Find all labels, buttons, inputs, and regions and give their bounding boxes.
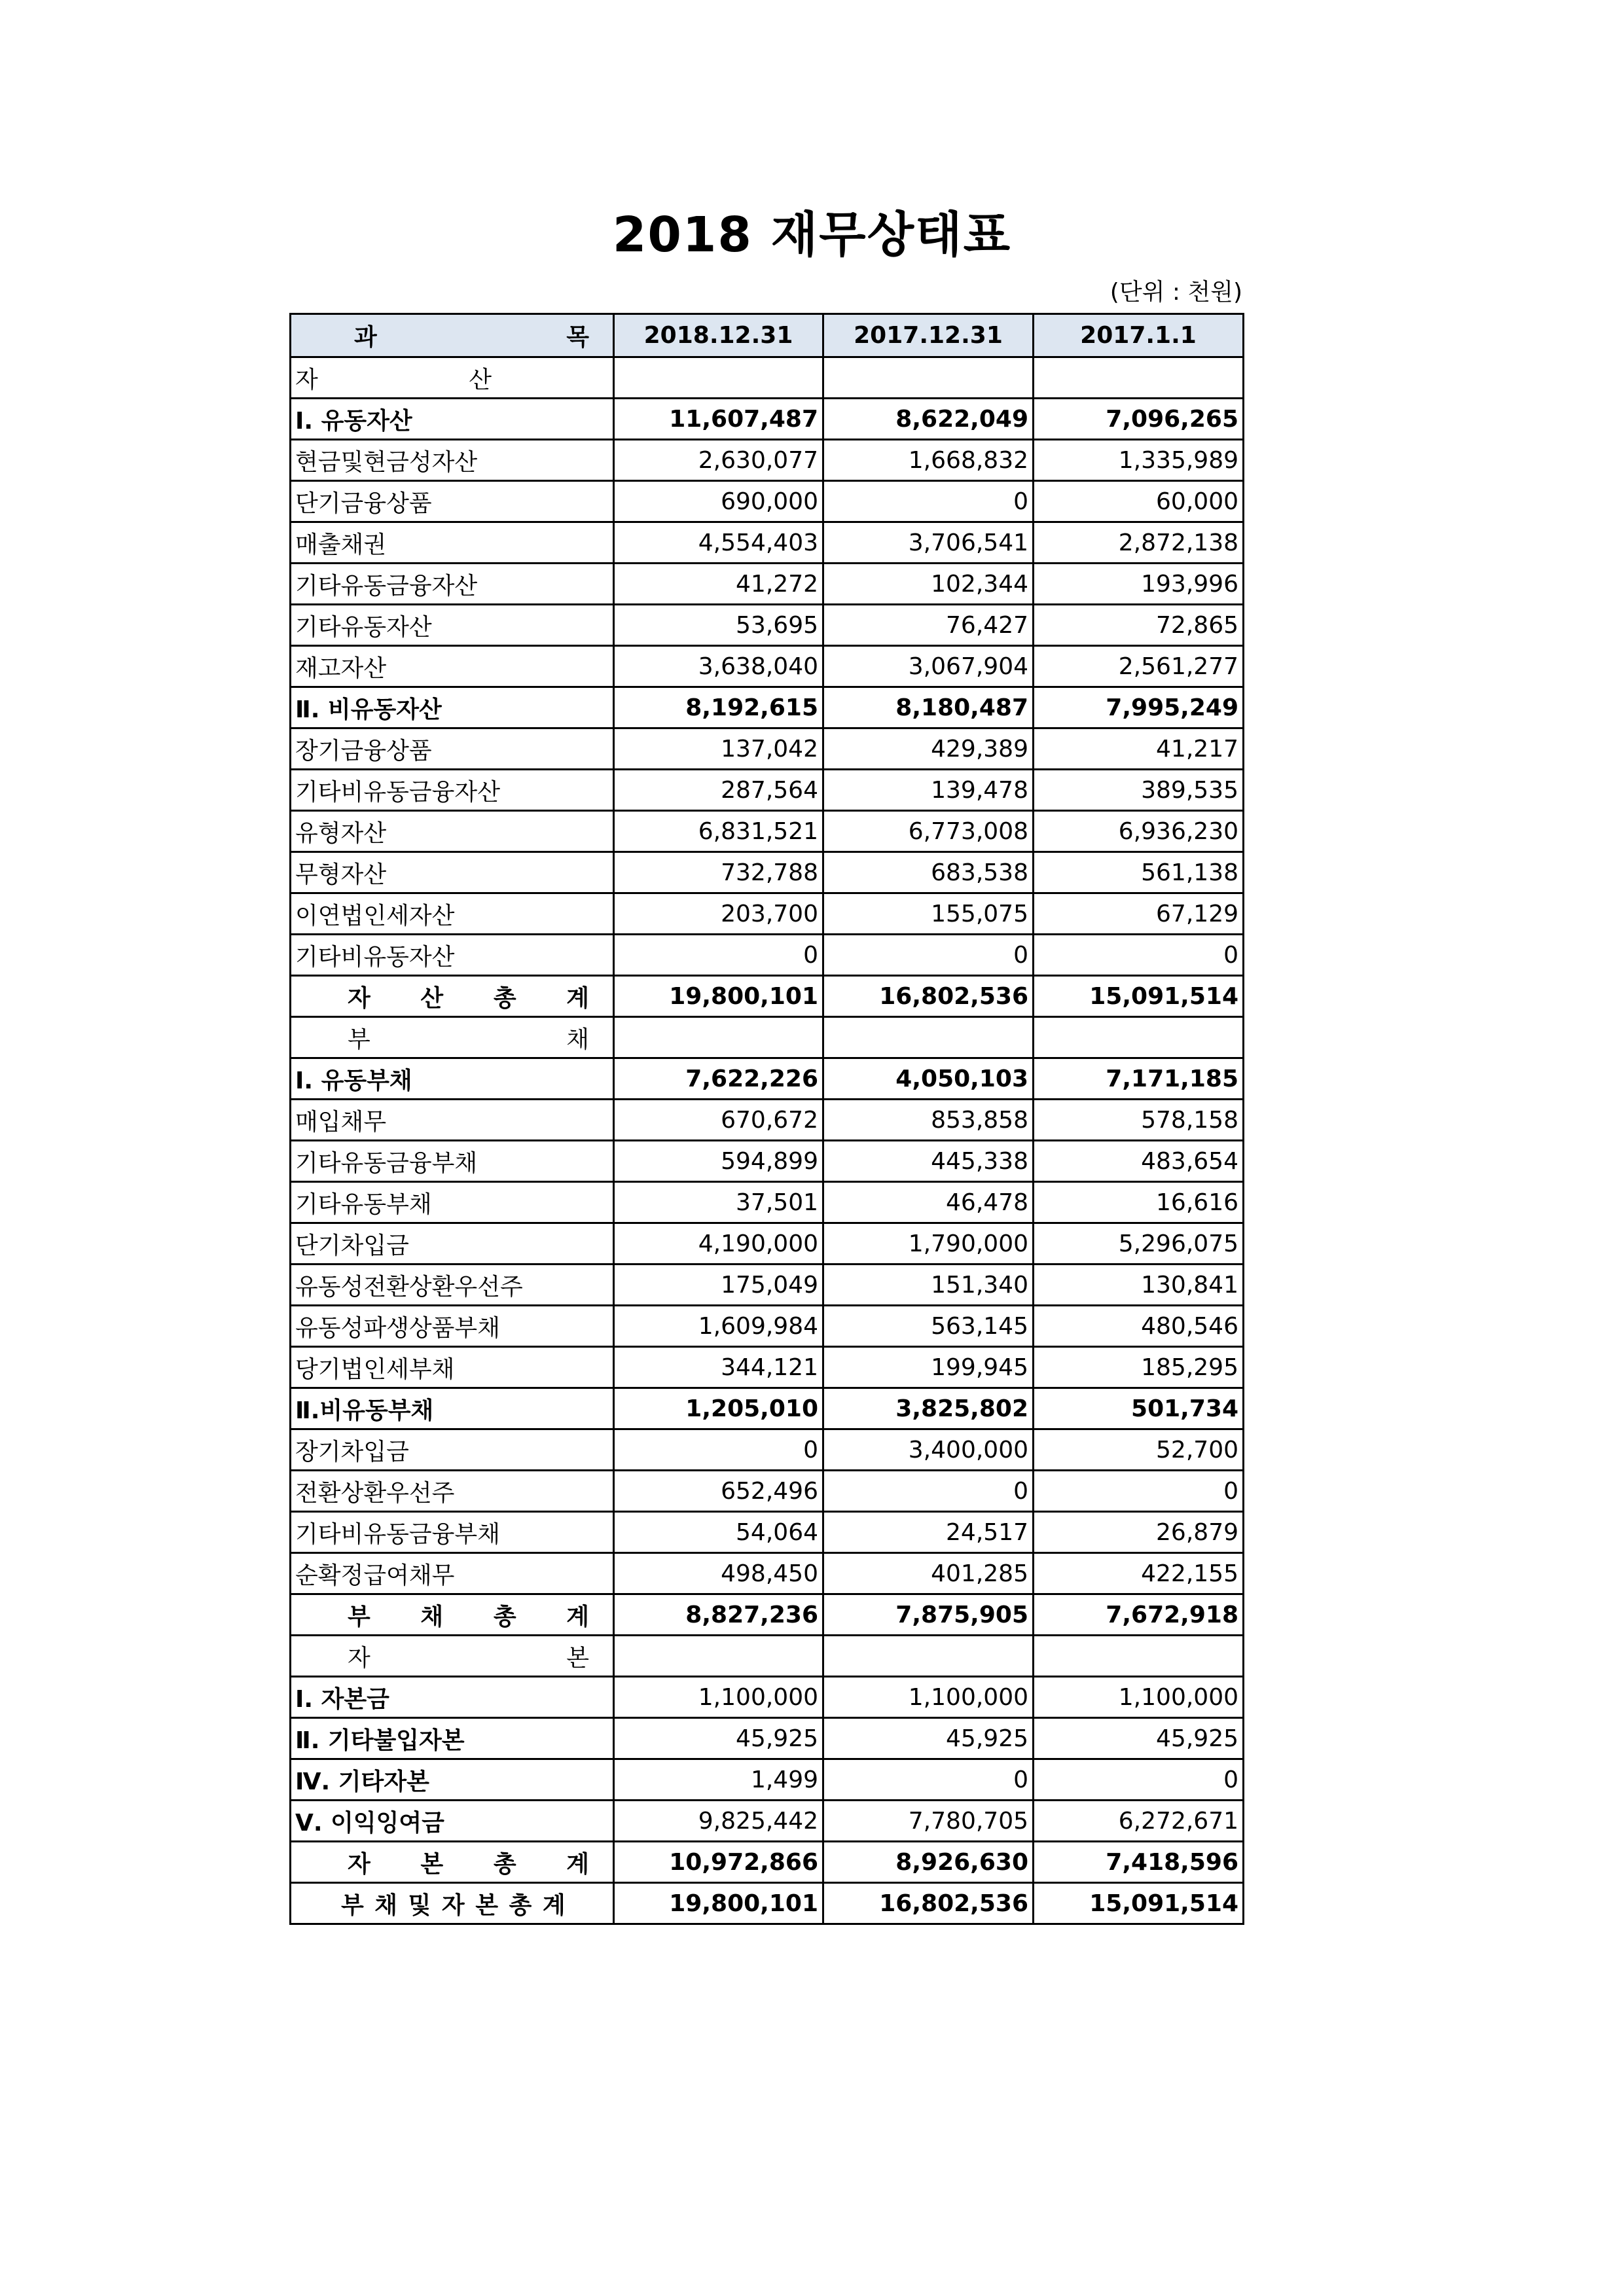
row-label [291,1842,614,1883]
row-label [291,481,614,522]
value-2018-12-31: 344,121 [614,1347,823,1388]
value-2017-1-1: 1,100,000 [1034,1677,1244,1718]
value-2017-1-1: 0 [1034,1471,1244,1512]
value-2017-1-1: 7,418,596 [1034,1842,1244,1883]
value-2017-1-1: 193,996 [1034,564,1244,605]
value-2017-12-31: 683,538 [823,852,1034,893]
row-label-text: 기타유동금융부채 [295,1149,478,1177]
row-label-text: 자 산 [295,366,492,393]
value-2017-12-31 [823,1636,1034,1677]
table-row [291,1141,1244,1182]
row-label [291,440,614,481]
value-2018-12-31: 9,825,442 [614,1801,823,1842]
value-2017-1-1: 389,535 [1034,770,1244,811]
value-2017-12-31 [823,1017,1034,1058]
table-row [291,440,1244,481]
row-label-text: 유동성파생상품부채 [295,1314,500,1342]
row-label [291,1347,614,1388]
value-2017-1-1: 0 [1034,1759,1244,1801]
value-2017-12-31: 45,925 [823,1718,1034,1759]
row-label [291,728,614,770]
value-2018-12-31: 3,638,040 [614,646,823,687]
table-row [291,1512,1244,1553]
table-row [291,1883,1244,1924]
table-row [291,1017,1244,1058]
value-2018-12-31 [614,1017,823,1058]
value-2017-12-31: 16,802,536 [823,1883,1034,1924]
row-label-text: 기타비유동금융자산 [295,778,500,806]
value-2017-1-1: 185,295 [1034,1347,1244,1388]
header-2018-12-31: 2018.12.31 [614,314,823,357]
row-label-text: Ⅱ.비유동부채 [295,1397,434,1424]
value-2018-12-31: 1,609,984 [614,1306,823,1347]
value-2017-1-1: 15,091,514 [1034,1883,1244,1924]
table-row [291,1553,1244,1594]
value-2018-12-31: 594,899 [614,1141,823,1182]
value-2017-1-1: 6,272,671 [1034,1801,1244,1842]
table-row [291,646,1244,687]
value-2017-1-1: 60,000 [1034,481,1244,522]
row-label-text: Ⅰ. 유동자산 [295,407,412,435]
value-2018-12-31: 41,272 [614,564,823,605]
table-row [291,1100,1244,1141]
value-2018-12-31: 4,554,403 [614,522,823,564]
value-2017-1-1: 72,865 [1034,605,1244,646]
table-row [291,564,1244,605]
value-2018-12-31: 11,607,487 [614,399,823,440]
value-2018-12-31: 203,700 [614,893,823,935]
value-2017-1-1: 501,734 [1034,1388,1244,1429]
value-2018-12-31: 6,831,521 [614,811,823,852]
row-label [291,1100,614,1141]
value-2018-12-31: 1,499 [614,1759,823,1801]
value-2017-1-1: 7,171,185 [1034,1058,1244,1100]
row-label [291,893,614,935]
value-2018-12-31: 4,190,000 [614,1223,823,1265]
table-row [291,1182,1244,1223]
row-label [291,1636,614,1677]
row-label [291,1759,614,1801]
row-label-text: 장기차입금 [295,1438,409,1465]
row-label-text: Ⅱ. 기타불입자본 [295,1727,465,1754]
row-label-text: 당기법인세부채 [295,1355,455,1383]
table-row [291,687,1244,728]
value-2017-12-31: 0 [823,1471,1034,1512]
value-2017-1-1: 0 [1034,935,1244,976]
header-account: 과 목 [291,314,614,357]
value-2018-12-31: 1,100,000 [614,1677,823,1718]
table-row [291,770,1244,811]
value-2018-12-31: 498,450 [614,1553,823,1594]
row-label-text: Ⅳ. 기타자본 [295,1768,429,1795]
value-2017-12-31: 429,389 [823,728,1034,770]
table-row [291,1594,1244,1636]
row-label [291,1471,614,1512]
row-label [291,1594,614,1636]
row-label-text: 매입채무 [295,1108,387,1136]
table-row [291,1759,1244,1801]
value-2017-12-31: 139,478 [823,770,1034,811]
row-label-text: 기타비유동금융부채 [295,1520,500,1548]
value-2017-12-31: 7,780,705 [823,1801,1034,1842]
row-label-text: 단기차입금 [295,1232,409,1259]
value-2018-12-31: 45,925 [614,1718,823,1759]
row-label-text: 부 채 [348,1026,589,1053]
table-row [291,1223,1244,1265]
balance-sheet-table [289,313,1244,1925]
value-2017-1-1: 578,158 [1034,1100,1244,1141]
row-label [291,357,614,399]
value-2017-12-31: 445,338 [823,1141,1034,1182]
value-2018-12-31: 54,064 [614,1512,823,1553]
value-2017-12-31: 7,875,905 [823,1594,1034,1636]
row-label [291,399,614,440]
value-2018-12-31: 7,622,226 [614,1058,823,1100]
value-2018-12-31 [614,357,823,399]
row-label [291,1388,614,1429]
row-label-text: 자 산 총 계 [348,984,589,1012]
row-label [291,1883,614,1924]
value-2017-1-1: 41,217 [1034,728,1244,770]
value-2017-12-31: 199,945 [823,1347,1034,1388]
table-row [291,399,1244,440]
row-label [291,1182,614,1223]
table-row [291,811,1244,852]
row-label [291,564,614,605]
table-row [291,605,1244,646]
value-2018-12-31: 690,000 [614,481,823,522]
value-2017-1-1: 561,138 [1034,852,1244,893]
value-2017-12-31 [823,357,1034,399]
value-2017-1-1: 130,841 [1034,1265,1244,1306]
row-label [291,1265,614,1306]
row-label-text: 순확정급여채무 [295,1562,455,1589]
value-2018-12-31: 0 [614,935,823,976]
value-2017-12-31: 853,858 [823,1100,1034,1141]
row-label [291,1058,614,1100]
table-row [291,481,1244,522]
row-label [291,1223,614,1265]
value-2017-12-31: 3,825,802 [823,1388,1034,1429]
value-2017-12-31: 3,067,904 [823,646,1034,687]
value-2017-12-31: 24,517 [823,1512,1034,1553]
value-2018-12-31: 2,630,077 [614,440,823,481]
table-row [291,1306,1244,1347]
value-2018-12-31: 137,042 [614,728,823,770]
row-label-text: 자 본 총 계 [348,1850,589,1878]
table-row [291,1347,1244,1388]
unit-label: (단위 : 천원) [1110,279,1242,306]
value-2017-1-1: 7,096,265 [1034,399,1244,440]
value-2018-12-31: 652,496 [614,1471,823,1512]
value-2017-12-31: 3,706,541 [823,522,1034,564]
value-2017-12-31: 401,285 [823,1553,1034,1594]
row-label [291,935,614,976]
value-2017-12-31: 155,075 [823,893,1034,935]
value-2018-12-31: 670,672 [614,1100,823,1141]
value-2017-1-1: 7,672,918 [1034,1594,1244,1636]
row-label-text: 매출채권 [295,531,387,558]
value-2017-1-1: 2,872,138 [1034,522,1244,564]
table-row [291,1471,1244,1512]
table-row [291,1636,1244,1677]
table-row [291,1058,1244,1100]
row-label-text: 기타유동금융자산 [295,572,478,600]
value-2017-1-1: 2,561,277 [1034,646,1244,687]
row-label [291,1512,614,1553]
value-2018-12-31 [614,1636,823,1677]
value-2017-1-1 [1034,357,1244,399]
value-2017-1-1: 480,546 [1034,1306,1244,1347]
row-label [291,522,614,564]
value-2017-1-1: 422,155 [1034,1553,1244,1594]
table-header-row [291,314,1244,357]
value-2017-12-31: 8,926,630 [823,1842,1034,1883]
value-2017-1-1: 6,936,230 [1034,811,1244,852]
value-2017-1-1: 483,654 [1034,1141,1244,1182]
value-2018-12-31: 287,564 [614,770,823,811]
page-title: 2018 재무상태표 [612,207,1012,263]
table-row [291,1801,1244,1842]
header-2017-12-31: 2017.12.31 [823,314,1034,357]
value-2017-1-1: 1,335,989 [1034,440,1244,481]
row-label [291,852,614,893]
table-row [291,935,1244,976]
value-2017-1-1 [1034,1017,1244,1058]
row-label-text: 유동성전환상환우선주 [295,1273,523,1300]
row-label-text: 현금및현금성자산 [295,448,478,476]
header-2017-1-1: 2017.1.1 [1034,314,1244,357]
row-label [291,1141,614,1182]
table-row [291,522,1244,564]
row-label-text: 부 채 및 자 본 총 계 [341,1892,567,1919]
value-2017-12-31: 0 [823,935,1034,976]
value-2017-12-31: 563,145 [823,1306,1034,1347]
row-label-text: 단기금융상품 [295,490,432,517]
row-label [291,811,614,852]
value-2018-12-31: 0 [614,1429,823,1471]
row-label-text: 기타유동부채 [295,1191,432,1218]
value-2017-12-31: 16,802,536 [823,976,1034,1017]
row-label [291,1801,614,1842]
value-2017-1-1: 67,129 [1034,893,1244,935]
value-2017-12-31: 76,427 [823,605,1034,646]
row-label [291,1017,614,1058]
value-2018-12-31: 8,192,615 [614,687,823,728]
row-label-text: 기타유동자산 [295,613,432,641]
value-2017-1-1: 26,879 [1034,1512,1244,1553]
value-2017-12-31: 1,790,000 [823,1223,1034,1265]
row-label-text: 기타비유동자산 [295,943,455,971]
value-2017-12-31: 8,180,487 [823,687,1034,728]
value-2018-12-31: 19,800,101 [614,1883,823,1924]
table-row [291,1429,1244,1471]
table-row [291,1842,1244,1883]
table-row [291,357,1244,399]
value-2017-12-31: 3,400,000 [823,1429,1034,1471]
value-2017-1-1: 16,616 [1034,1182,1244,1223]
row-label-text: 무형자산 [295,861,387,888]
row-label-text: 부 채 총 계 [348,1603,589,1630]
table-row [291,893,1244,935]
table-row [291,728,1244,770]
row-label [291,1306,614,1347]
table-row [291,976,1244,1017]
table-row [291,1718,1244,1759]
table-row [291,852,1244,893]
row-label-text: 이연법인세자산 [295,902,455,929]
row-label [291,1718,614,1759]
row-label [291,1677,614,1718]
value-2017-12-31: 8,622,049 [823,399,1034,440]
value-2018-12-31: 8,827,236 [614,1594,823,1636]
value-2017-12-31: 0 [823,481,1034,522]
value-2018-12-31: 19,800,101 [614,976,823,1017]
row-label-text: Ⅰ. 유동부채 [295,1067,412,1094]
table-row [291,1265,1244,1306]
value-2017-12-31: 0 [823,1759,1034,1801]
row-label-text: 장기금융상품 [295,737,432,764]
value-2017-1-1: 7,995,249 [1034,687,1244,728]
table-row [291,1388,1244,1429]
value-2017-12-31: 1,668,832 [823,440,1034,481]
row-label [291,1429,614,1471]
row-label-text: Ⅴ. 이익잉여금 [295,1809,444,1837]
row-label-text: 재고자산 [295,655,387,682]
row-label-text: Ⅰ. 자본금 [295,1685,389,1713]
value-2018-12-31: 175,049 [614,1265,823,1306]
row-label [291,646,614,687]
row-label-text: 전환상환우선주 [295,1479,455,1507]
table-row [291,1677,1244,1718]
value-2017-12-31: 4,050,103 [823,1058,1034,1100]
row-label-text: 자 본 [348,1644,589,1672]
row-label-text: Ⅱ. 비유동자산 [295,696,442,723]
value-2017-12-31: 102,344 [823,564,1034,605]
row-label [291,1553,614,1594]
value-2017-1-1: 5,296,075 [1034,1223,1244,1265]
value-2017-1-1: 15,091,514 [1034,976,1244,1017]
value-2018-12-31: 37,501 [614,1182,823,1223]
row-label [291,687,614,728]
value-2018-12-31: 1,205,010 [614,1388,823,1429]
row-label-text: 유형자산 [295,819,387,847]
value-2017-12-31: 46,478 [823,1182,1034,1223]
value-2017-1-1: 52,700 [1034,1429,1244,1471]
row-label [291,976,614,1017]
value-2018-12-31: 732,788 [614,852,823,893]
value-2017-12-31: 1,100,000 [823,1677,1034,1718]
value-2017-12-31: 6,773,008 [823,811,1034,852]
value-2018-12-31: 10,972,866 [614,1842,823,1883]
row-label [291,770,614,811]
value-2017-12-31: 151,340 [823,1265,1034,1306]
value-2017-1-1: 45,925 [1034,1718,1244,1759]
value-2018-12-31: 53,695 [614,605,823,646]
value-2017-1-1 [1034,1636,1244,1677]
row-label [291,605,614,646]
